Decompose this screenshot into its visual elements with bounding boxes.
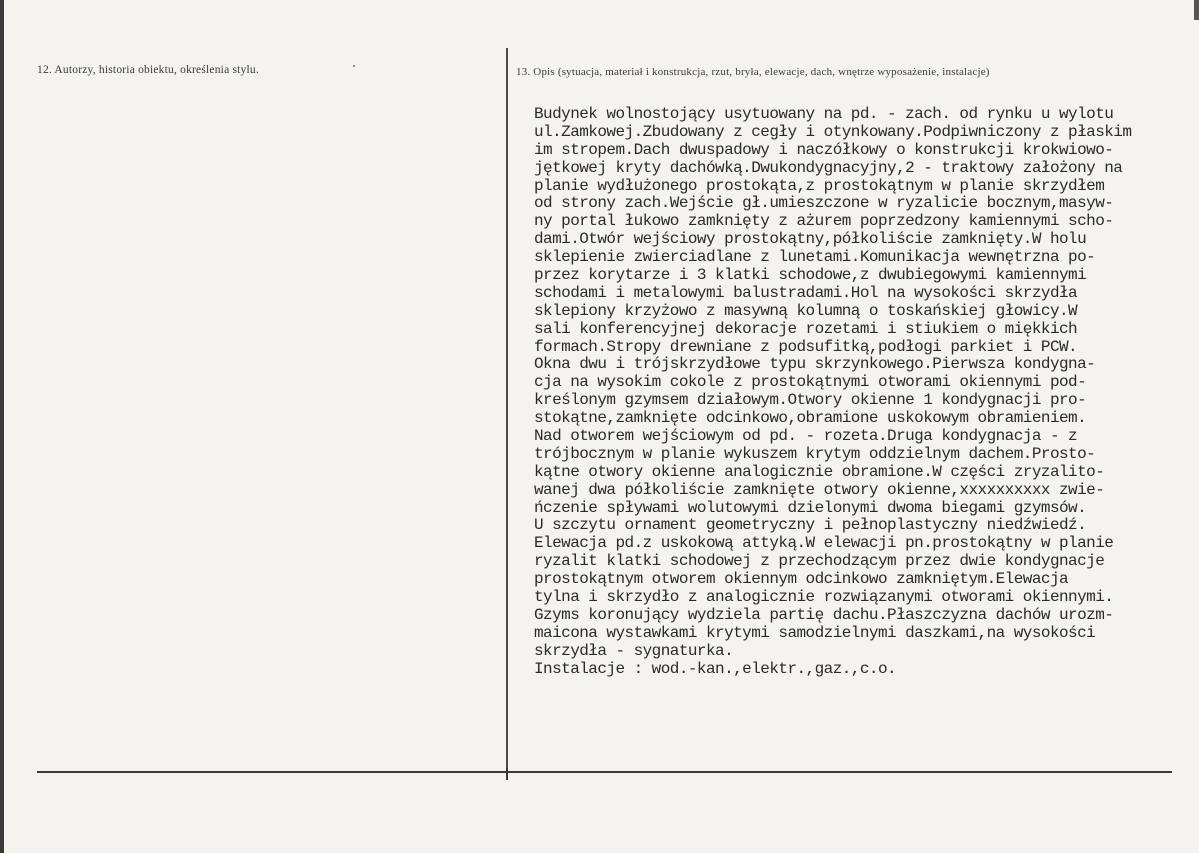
ink-dot	[353, 65, 355, 67]
description-line: Okna dwu i trójskrzydłowe typu skrzynkowego.Pierwsza kondygna-	[534, 355, 1096, 374]
description-line: U szczytu ornament geometryczny i pełnoplastyczny niedźwiedź.	[534, 516, 1087, 535]
description-line: maicona wystawkami krytymi samodzielnymi daszkami,na wysokości	[534, 623, 1096, 642]
scan-edge	[0, 0, 4, 853]
description-line: Instalacje : wod.-kan.,elektr.,gaz.,c.o.	[534, 659, 897, 678]
description-line: tylna i skrzydło z analogicznie rozwiązanymi otworami okiennymi.	[534, 588, 1114, 607]
description-text	[534, 106, 1199, 679]
description-line: cja na wysokim cokole z prostokątnymi otworami okiennymi pod-	[534, 373, 1087, 392]
description-line: przez korytarze i 3 klatki schodowe,z dwubiegowymi kamiennymi	[534, 266, 1087, 285]
description-line: ńczenie spływami wolutowymi dzielonymi dwoma biegami gzymsów.	[534, 498, 1087, 517]
description-line: schodami i metalowymi balustradami.Hol na wysokości skrzydła	[534, 283, 1078, 302]
description-line: ny portal łukowo zamknięty z ażurem poprzedzony kamiennymi scho-	[534, 212, 1114, 231]
description-line: kątne otwory okienne analogicznie obramione.W części zryzalito-	[534, 462, 1105, 481]
scan-corner	[1194, 0, 1199, 20]
divider-tick	[506, 768, 508, 780]
description-line: stokątne,zamknięte odcinkowo,obramione uskokowym obramieniem.	[534, 409, 1087, 428]
description-line: Nad otworem wejściowym od pd. - rozeta.Druga kondygnacja - z	[534, 427, 1078, 446]
field-12-label: 12. Autorzy, historia obiektu, określenia stylu.	[37, 64, 259, 76]
description-line: dami.Otwór wejściowy prostokątny,półkoliście zamknięty.W holu	[534, 230, 1087, 249]
description-line: kreślonym gzymsem działowym.Otwory okienne 1 kondygnacji pro-	[534, 391, 1087, 410]
description-line: ryzalit klatki schodowej z przechodzącym przez dwie kondygnacje	[534, 552, 1105, 571]
description-line: prostokątnym otworem okiennym odcinkowo zamkniętym.Elewacja	[534, 570, 1069, 589]
description-line: im stropem.Dach dwuspadowy i naczółkowy o konstrukcji krokwiowo-	[534, 140, 1114, 159]
description-line: sklepienie zwierciadlane z lunetami.Komunikacja wewnętrzna po-	[534, 248, 1096, 267]
description-line: ul.Zamkowej.Zbudowany z cegły i otynkowany.Podpiwniczony z płaskim	[534, 122, 1132, 141]
description-line: wanej dwa półkoliście zamknięte otwory okienne,xxxxxxxxxx zwie-	[534, 480, 1105, 499]
column-divider	[506, 48, 508, 768]
description-line: formach.Stropy drewniane z podsufitką,podłogi parkiet i PCW.	[534, 337, 1078, 356]
description-line: Elewacja pd.z uskokową attyką.W elewacji pn.prostokątny w planie	[534, 534, 1114, 553]
field-13-label: 13. Opis (sytuacja, materiał i konstrukcja, rzut, bryła, elewacje, dach, wnętrze wyposażenie, instalacje)	[516, 66, 990, 78]
description-line: od strony zach.Wejście gł.umieszczone w ryzalicie bocznym,masyw-	[534, 194, 1114, 213]
description-line: sklepiony krzyżowo z masywną kolumną o toskańskiej głowicy.W	[534, 301, 1078, 320]
description-line: Gzyms koronujący wydziela partię dachu.Płaszczyzna dachów urozm-	[534, 605, 1114, 624]
description-line: trójbocznym w planie wykuszem krytym oddzielnym dachem.Prosto-	[534, 444, 1096, 463]
description-line: planie wydłużonego prostokąta,z prostokątnym w planie skrzydłem	[534, 176, 1105, 195]
bottom-rule	[37, 771, 1172, 773]
description-line: Budynek wolnostojący usytuowany na pd. - zach. od rynku u wylotu	[534, 106, 1114, 123]
description-line: skrzydła - sygnaturka.	[534, 641, 734, 660]
description-line: sali konferencyjnej dekoracje rozetami i stiukiem o miękkich	[534, 319, 1078, 338]
description-line: jętkowej kryty dachówką.Dwukondygnacyjny,2 - traktowy założony na	[534, 158, 1123, 177]
